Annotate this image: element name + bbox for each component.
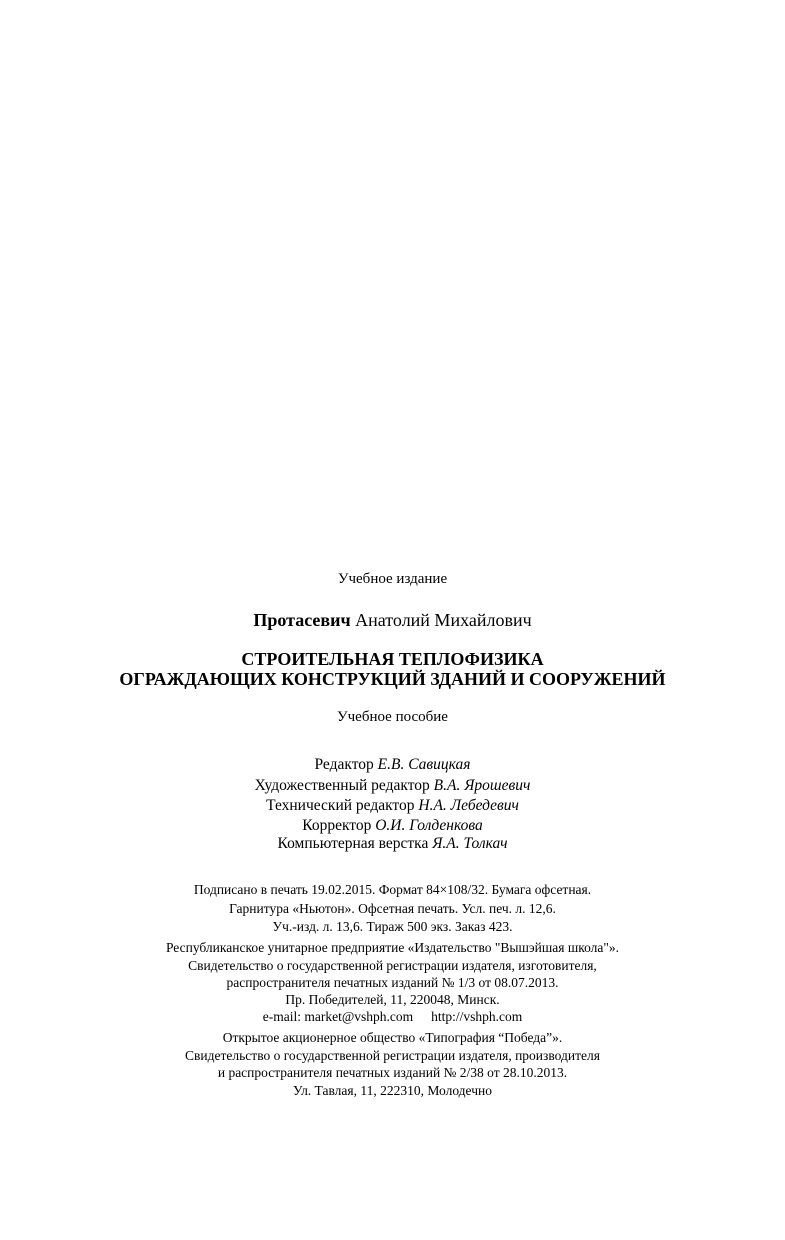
printer-address: Ул. Тавлая, 11, 222310, Молодечно — [293, 1083, 492, 1098]
credit-name: Е.В. Савицкая — [377, 756, 471, 773]
print-details-line: Уч.-изд. л. 13,6. Тираж 500 экз. Заказ 423. — [272, 919, 513, 934]
credit-role: Технический редактор — [266, 797, 415, 814]
credit-name: В.А. Ярошевич — [433, 777, 531, 794]
book-title-line-2: ОГРАЖДАЮЩИХ КОНСТРУКЦИЙ ЗДАНИЙ И СООРУЖЕНИЙ — [119, 669, 666, 689]
credit-name: О.И. Голденкова — [375, 817, 483, 834]
author-name — [0, 611, 785, 629]
book-title-line-1: СТРОИТЕЛЬНАЯ ТЕПЛОФИЗИКА — [241, 649, 544, 669]
credit-role: Корректор — [302, 817, 372, 834]
edition-type: Учебное издание — [337, 571, 448, 587]
publisher-address: Пр. Победителей, 11, 220048, Минск. — [285, 992, 500, 1007]
credit-name: Н.А. Лебедевич — [418, 797, 519, 814]
publisher-line: Республиканское унитарное предприятие «Издательство "Вышэйшая школа"». — [165, 940, 620, 955]
publisher-website: http://vshph.com — [431, 1009, 523, 1024]
printer-line: Свидетельство о государственной регистрации издателя, производителя — [185, 1048, 600, 1063]
publisher-email: e-mail: market@vshph.com — [262, 1009, 414, 1024]
printer-line: Открытое акционерное общество «Типография “Победа”». — [222, 1030, 563, 1045]
author-given-names: Анатолий Михайлович — [355, 610, 532, 630]
credit-layout — [0, 836, 785, 852]
printer-line: и распространителя печатных изданий № 2/38 от 28.10.2013. — [217, 1065, 568, 1080]
credit-editor — [0, 757, 785, 773]
credit-role: Художественный редактор — [254, 777, 430, 794]
print-details-line: Подписано в печать 19.02.2015. Формат 84×108/32. Бумага офсетная. — [193, 882, 592, 897]
credit-name: Я.А. Толкач — [432, 835, 508, 852]
credit-proofreader — [0, 818, 785, 834]
publisher-line: Свидетельство о государственной регистрации издателя, изготовителя, — [188, 958, 597, 973]
author-surname: Протасевич — [253, 610, 351, 630]
book-subtitle: Учебное пособие — [337, 709, 448, 725]
credit-role: Редактор — [314, 756, 374, 773]
credit-technical-editor — [0, 798, 785, 814]
credit-role: Компьютерная верстка — [277, 835, 429, 852]
print-details-line: Гарнитура «Ньютон». Офсетная печать. Усл. печ. л. 12,6. — [229, 901, 556, 916]
publisher-contacts — [0, 1010, 785, 1024]
credit-art-editor — [0, 778, 785, 794]
publisher-line: распространителя печатных изданий № 1/3 от 08.07.2013. — [226, 975, 559, 990]
